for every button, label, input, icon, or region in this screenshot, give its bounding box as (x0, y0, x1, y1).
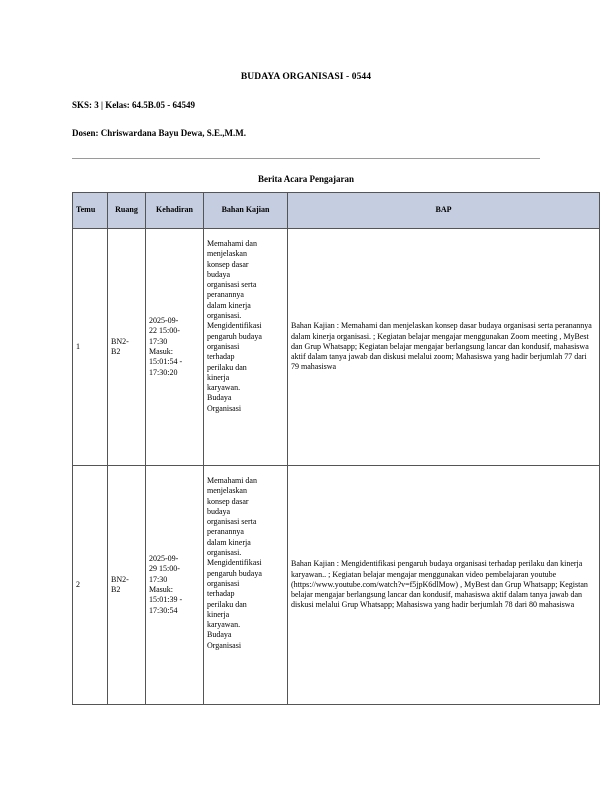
cell-bahan-kajian: Memahami dan menjelaskan konsep dasar budaya organisasi serta peranannya dalam kinerja organisasi. Mengidentifikasi pengaruh budaya organisasi terhadap perilaku dan kinerja karyawan. Budaya Organisasi (204, 466, 288, 705)
cell-bap: Bahan Kajian : Mengidentifikasi pengaruh budaya organisasi terhadap perilaku dan kinerja karyawan.. ; Kegiatan belajar mengajar menggunakan video pembelajaran youtube (https://www.youtube.com/watch?v=f5jpK6dlMow) , MyBest dan Grup Whatsapp; Kegistan belajar mengajar berlangsung lancar dan kondusif, mahasiswa aktif dalam tanya jawab dan diskusi melalui Grup Whatsapp; Mahasiswa yang hadir berjumlah 78 dari 80 mahasiswa (288, 466, 600, 705)
cell-ruang: BN2- B2 (108, 466, 146, 705)
header-kehadiran: Kehadiran (146, 193, 204, 229)
section-title: Berita Acara Pengajaran (258, 174, 354, 184)
cell-bap: Bahan Kajian : Memahami dan menjelaskan konsep dasar budaya organisasi serta peranannya dalam kinerja organisasi. ; Kegiatan belajar mengajar menggunakan Zoom meeting , MyBest dan Grup Whatsapp; Kegiatan belajar mengajar berlangsung lancar dan kondusif, mahasiswa aktif dalam tanya jawab dan diskusi melalui zoom; Mahasiswa yang hadir berjumlah 77 dari 79 mahasiswa (288, 229, 600, 466)
table-row (73, 229, 600, 466)
cell-kehadiran: 2025-09- 22 15:00- 17:30 Masuk: 15:01:54 - 17:30:20 (146, 229, 204, 466)
lecturer-info: Dosen: Chriswardana Bayu Dewa, S.E.,M.M. (72, 128, 247, 138)
table-header-row (73, 193, 600, 229)
cell-kehadiran: 2025-09- 29 15:00- 17:30 Masuk: 15:01:39 - 17:30:54 (146, 466, 204, 705)
header-ruang: Ruang (108, 193, 146, 229)
cell-ruang: BN2- B2 (108, 229, 146, 466)
bap-table (72, 192, 600, 705)
header-temu: Temu (73, 193, 108, 229)
divider (72, 158, 540, 159)
cell-temu: 1 (73, 229, 108, 466)
table-row (73, 466, 600, 705)
course-title: BUDAYA ORGANISASI - 0544 (240, 72, 372, 82)
header-bahan-kajian: Bahan Kajian (204, 193, 288, 229)
cell-temu: 2 (73, 466, 108, 705)
sks-class-info: SKS: 3 | Kelas: 64.5B.05 - 64549 (72, 100, 195, 110)
header-bap: BAP (288, 193, 600, 229)
cell-bahan-kajian: Memahami dan menjelaskan konsep dasar budaya organisasi serta peranannya dalam kinerja organisasi. Mengidentifikasi pengaruh budaya organisasi terhadap perilaku dan kinerja karyawan. Budaya Organisasi (204, 229, 288, 466)
